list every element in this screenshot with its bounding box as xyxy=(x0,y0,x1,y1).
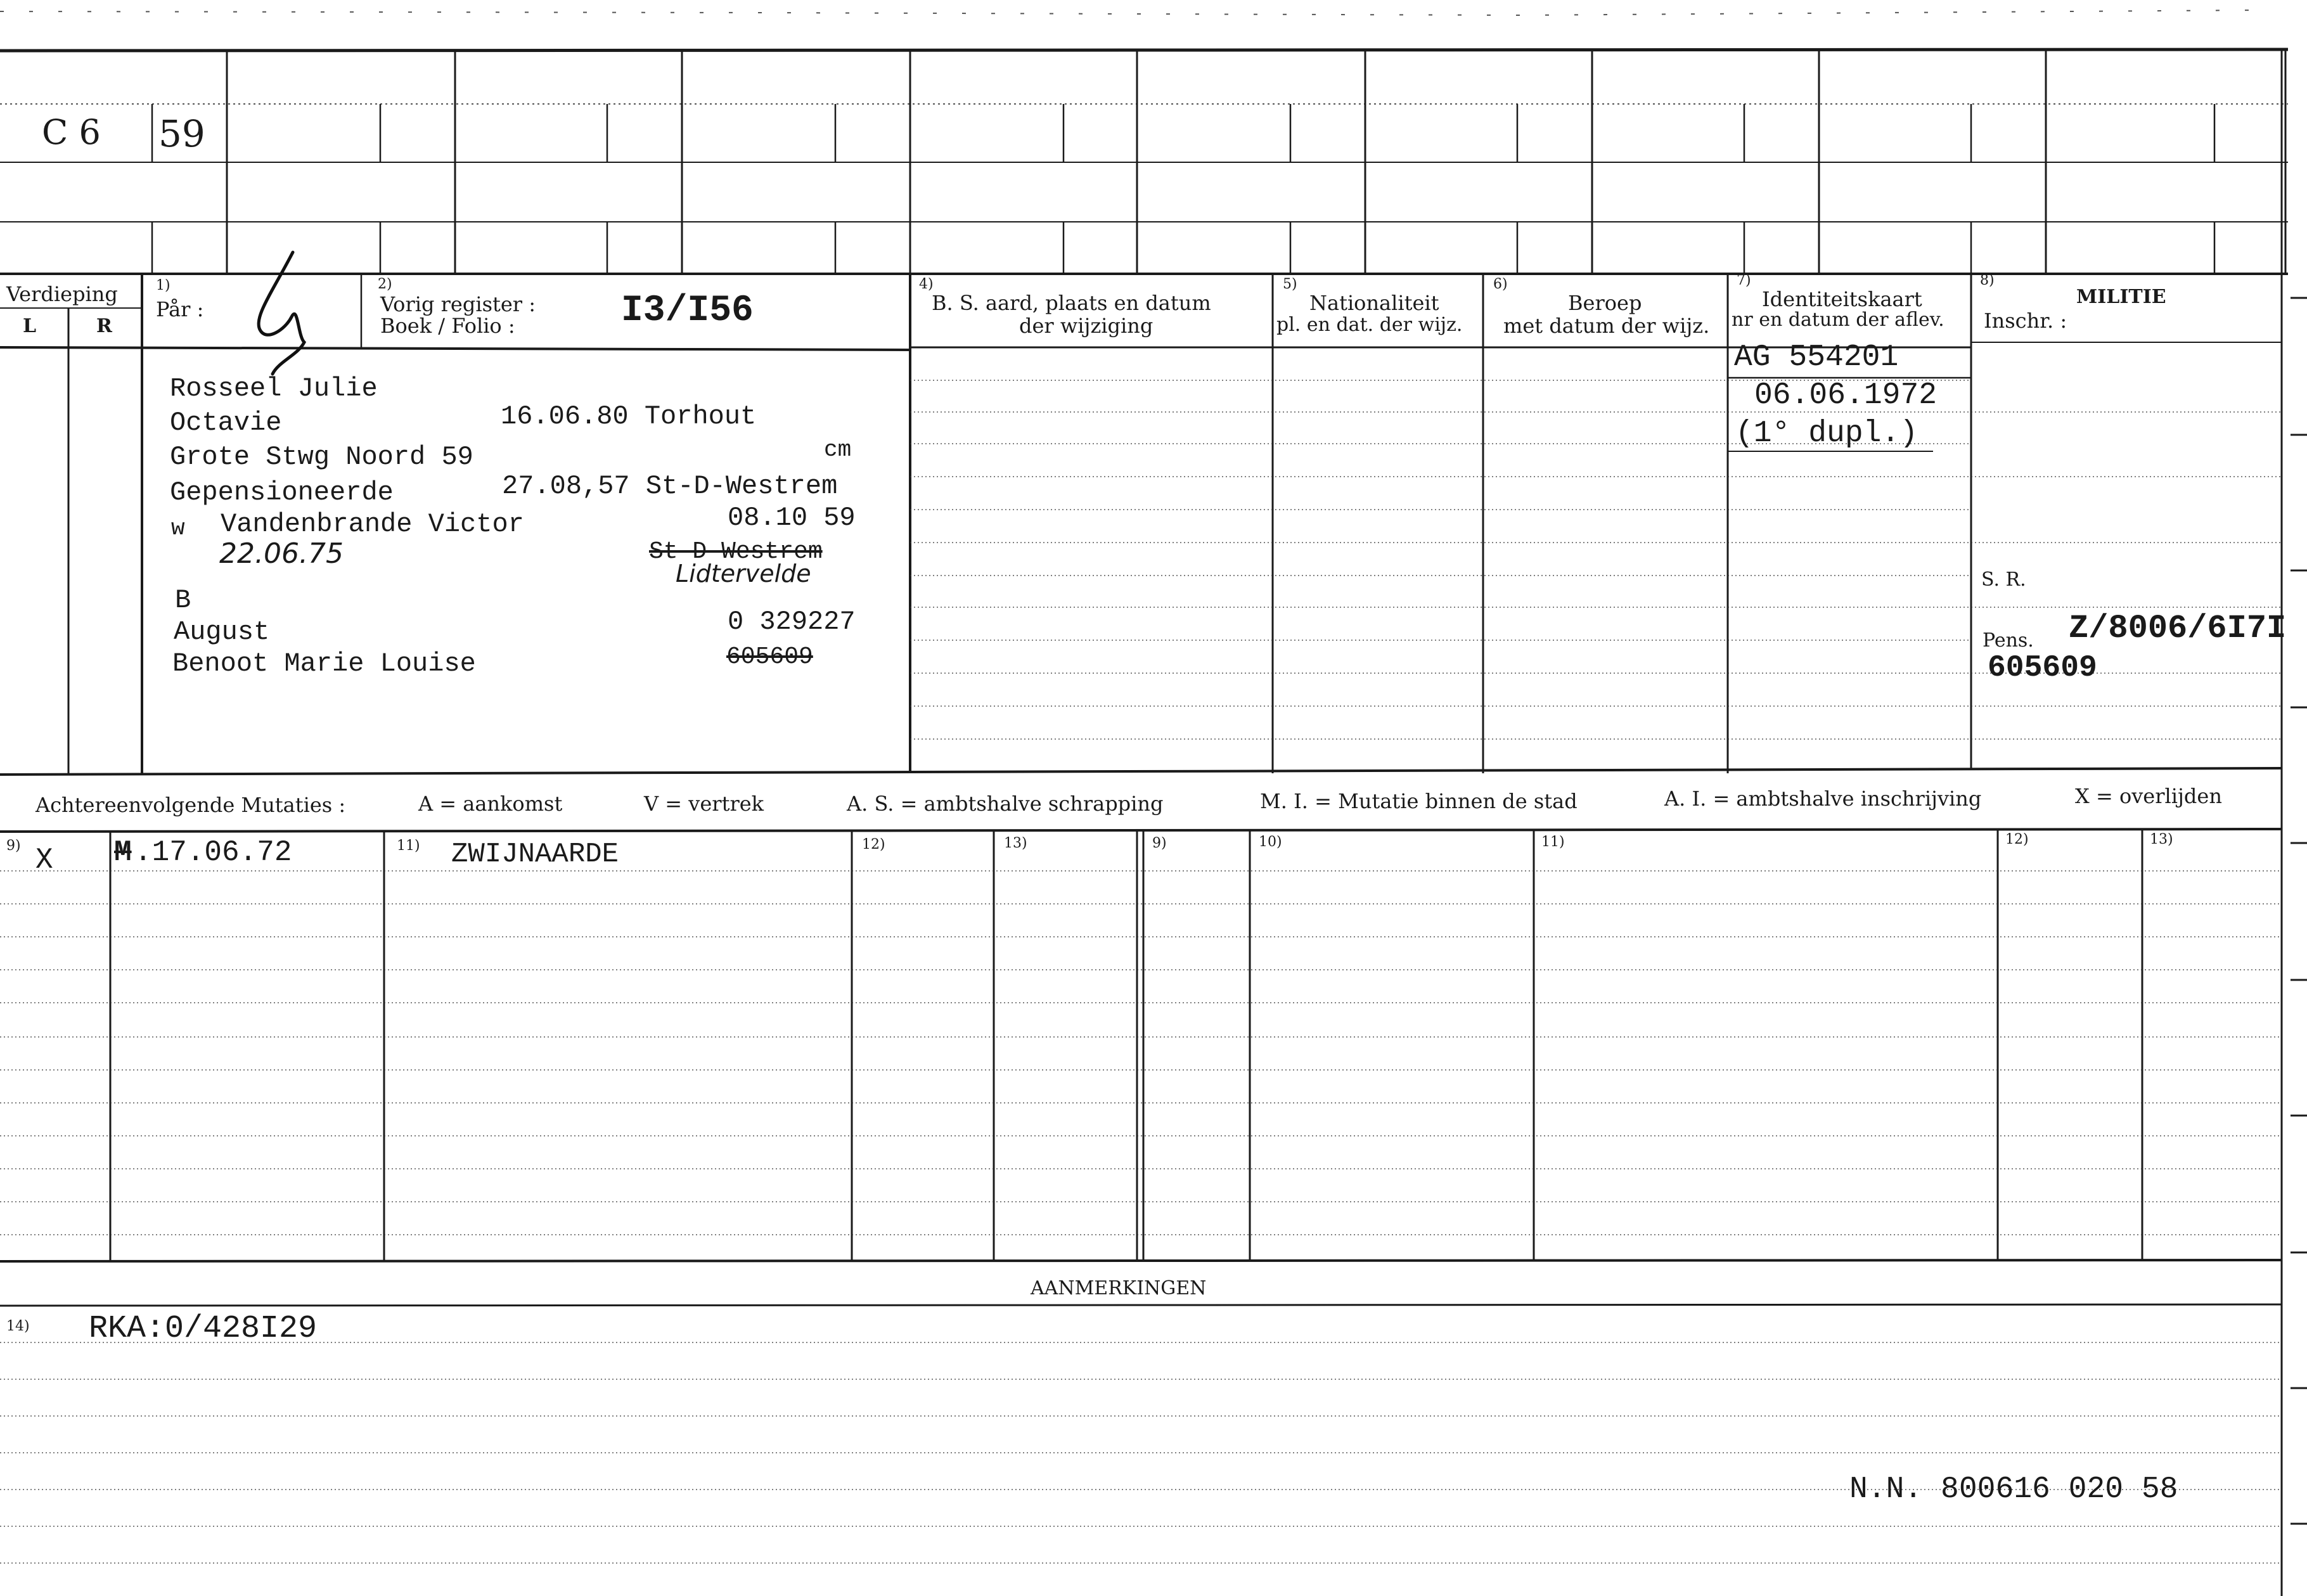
mutation-col-13: 13) xyxy=(1004,835,1027,851)
id-card-date: 06.06.1972 xyxy=(1754,378,1937,413)
remarks-title: AANMERKINGEN xyxy=(1031,1277,1207,1299)
mutation-col-11b: 11) xyxy=(1541,834,1565,850)
remarks-number: 14) xyxy=(6,1318,30,1334)
col-l-label: L xyxy=(23,315,37,337)
beroep-sublabel: met datum der wijz. xyxy=(1503,314,1710,338)
nationaliteit-sublabel: pl. en dat. der wijz. xyxy=(1276,314,1463,336)
remarks-national-number: N.N. 800616 020 58 xyxy=(1849,1472,2178,1507)
par-label: Pår : xyxy=(156,297,204,321)
id-card-note: (1° dupl.) xyxy=(1735,416,1918,451)
field-number-2: 2) xyxy=(378,276,392,292)
signature-mark xyxy=(259,252,304,374)
person-spouse-date: 08.10 59 xyxy=(728,503,856,533)
register-value: I3/I56 xyxy=(621,290,754,331)
person-father: August xyxy=(174,617,270,647)
field-number-1: 1) xyxy=(156,278,170,293)
person-address-note: cm xyxy=(824,437,852,463)
bs-label-line2: der wijziging xyxy=(1019,314,1154,338)
legend-a: A = aankomst xyxy=(418,792,563,816)
person-arrival: 27.08,57 St-D-Westrem xyxy=(502,471,838,501)
militie-label: MILITIE xyxy=(2076,286,2166,308)
person-old-place: St-D-Westrem xyxy=(649,538,823,565)
col-r-label: R xyxy=(96,315,112,337)
grid-number: 59 xyxy=(158,112,205,155)
legend-as: A. S. = ambtshalve schrapping xyxy=(847,792,1164,816)
sr-label: S. R. xyxy=(1981,569,2026,591)
person-occupation: Gepensioneerde xyxy=(170,477,394,508)
nationaliteit-label: Nationaliteit xyxy=(1309,291,1439,315)
beroep-label: Beroep xyxy=(1568,291,1642,315)
person-death-date: 22.06.75 xyxy=(219,537,344,570)
legend-v: V = vertrek xyxy=(644,792,764,816)
bs-label-line1: B. S. aard, plaats en datum xyxy=(932,291,1211,315)
legend-ai: A. I. = ambtshalve inschrijving xyxy=(1664,787,1982,811)
mutation-col-13b: 13) xyxy=(2150,832,2173,847)
inschr-label: Inschr. : xyxy=(1984,309,2067,333)
mutation-place: ZWIJNAARDE xyxy=(451,839,619,870)
vorig-register-label: Vorig register : xyxy=(380,292,536,316)
mutation-col-10b: 10) xyxy=(1259,834,1282,850)
pens-label: Pens. xyxy=(1982,629,2034,652)
field-number-4: 4) xyxy=(919,276,934,292)
verdieping-label: Verdieping xyxy=(6,282,118,306)
mutation-col-12b: 12) xyxy=(2005,832,2029,847)
mutation-col-11: 11) xyxy=(397,838,420,854)
person-old-reference: 605609 xyxy=(726,643,813,671)
identiteitskaart-label: Identiteitskaart xyxy=(1762,287,1922,311)
person-reference: 0 329227 xyxy=(728,607,856,637)
person-spouse: Vandenbrande Victor xyxy=(221,509,524,539)
field-number-5: 5) xyxy=(1283,276,1297,292)
person-surname-firstname: Rosseel Julie xyxy=(170,373,378,404)
mutation-type: X xyxy=(35,844,53,877)
mutation-date-prefix: M xyxy=(114,836,132,869)
mutation-col-9: 9) xyxy=(6,838,21,854)
pens-value-secondary: 605609 xyxy=(1988,651,2097,685)
person-address: Grote Stwg Noord 59 xyxy=(170,442,473,472)
identiteitskaart-sublabel: nr en datum der aflev. xyxy=(1732,309,1944,331)
mutation-col-12: 12) xyxy=(862,837,885,853)
boek-folio-label: Boek / Folio : xyxy=(380,314,515,338)
person-new-place: Lidtervelde xyxy=(676,560,811,588)
grid-code: C 6 xyxy=(42,112,101,152)
pens-value: Z/8006/6I7I xyxy=(2069,610,2287,647)
person-widow-marker: w xyxy=(171,515,185,541)
legend-x: X = overlijden xyxy=(2075,784,2222,808)
mutation-date: .17.06.72 xyxy=(134,836,292,869)
person-second-name: Octavie xyxy=(170,408,282,438)
id-card-number: AG 554201 xyxy=(1734,340,1899,375)
person-b-marker: B xyxy=(175,585,191,615)
field-number-7: 7) xyxy=(1737,273,1751,288)
legend-title: Achtereenvolgende Mutaties : xyxy=(35,793,346,817)
legend-mi: M. I. = Mutatie binnen de stad xyxy=(1260,789,1578,813)
person-mother: Benoot Marie Louise xyxy=(172,648,476,679)
person-birth: 16.06.80 Torhout xyxy=(501,401,757,432)
remarks-rka: RKA:0/428I29 xyxy=(89,1311,318,1347)
mutation-col-9b: 9) xyxy=(1152,835,1167,851)
field-number-8: 8) xyxy=(1980,273,1995,288)
field-number-6: 6) xyxy=(1493,276,1508,292)
